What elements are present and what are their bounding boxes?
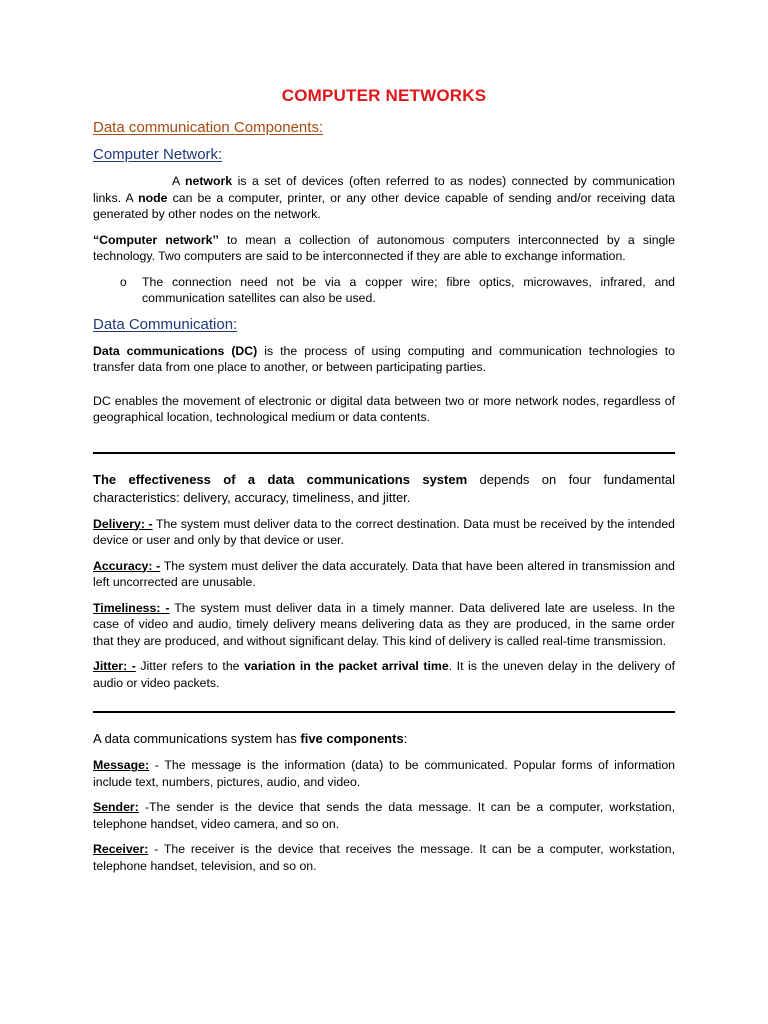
delivery-paragraph: Delivery: - The system must deliver data to the correct destination. Data must be received by the intended device or user and only by that device or user.	[93, 516, 675, 547]
computer-network-heading: Computer Network:	[93, 146, 223, 163]
components-intro: A data communications system has five components:	[93, 731, 408, 746]
horizontal-divider	[93, 452, 675, 454]
bullet-marker: o	[120, 274, 127, 289]
computer-network-paragraph: “Computer network’’ to mean a collection of autonomous computers interconnected by a single technology. Two computers are said to be interconnected if they are able to exchange information.	[93, 232, 676, 263]
message-term: Message:	[93, 758, 150, 772]
dc-definition-paragraph: Data communications (DC) is the process of using computing and communication technologies to transfer data from one place to another, or between participating parties.	[93, 343, 675, 374]
receiver-term: Receiver:	[93, 842, 149, 856]
dc-movement-paragraph: DC enables the movement of electronic or digital data between two or more network nodes, regardless of geographical location, technological medium or data contents.	[93, 393, 675, 424]
sender-paragraph: Sender: -The sender is the device that sends the data message. It can be a computer, workstation, telephone handset, video camera, and so on.	[93, 800, 675, 831]
data-communication-heading: Data Communication:	[93, 315, 238, 333]
timeliness-paragraph: Timeliness: - The system must deliver data in a timely manner. Data delivered late are useless. In the case of video and audio, timely delivery means delivering data as they are produced, in the same order that they are produced, and without significant delay. This kind of delivery is called real-time transmission.	[93, 600, 675, 648]
message-paragraph: Message: - The message is the information (data) to be communicated. Popular forms of information include text, numbers, pictures, audio, and video.	[93, 758, 675, 789]
bullet-text: The connection need not be via a copper wire; fibre optics, microwaves, infrared, and communication satellites can also be used.	[142, 274, 675, 305]
timeliness-term: Timeliness: -	[93, 600, 170, 615]
horizontal-divider	[93, 711, 675, 713]
section-heading: Data communication Components:	[93, 119, 324, 136]
sender-term: Sender:	[93, 800, 139, 814]
jitter-paragraph: Jitter: - Jitter refers to the variation in the packet arrival time. It is the uneven delay in the delivery of audio or video packets.	[93, 659, 675, 690]
jitter-term: Jitter: -	[93, 659, 136, 673]
network-definition-paragraph: A network is a set of devices (often referred to as nodes) connected by communication links. A node can be a computer, printer, or any other device capable of sending and/or receiving data generated by other nodes on the network.	[93, 174, 675, 221]
accuracy-paragraph: Accuracy: - The system must deliver the data accurately. Data that have been altered in transmission and left uncorrected are unusable.	[93, 558, 675, 589]
receiver-paragraph: Receiver: - The receiver is the device that receives the message. It can be a computer, workstation, telephone handset, television, and so on.	[93, 842, 675, 873]
document-title: COMPUTER NETWORKS	[281, 86, 487, 105]
bullet-list-item	[93, 274, 675, 307]
accuracy-term: Accuracy: -	[93, 558, 161, 573]
delivery-term: Delivery: -	[93, 516, 153, 531]
effectiveness-intro: The effectiveness of a data communications system depends on four fundamental characteristics: delivery, accuracy, timeliness, and jitter.	[93, 471, 675, 505]
